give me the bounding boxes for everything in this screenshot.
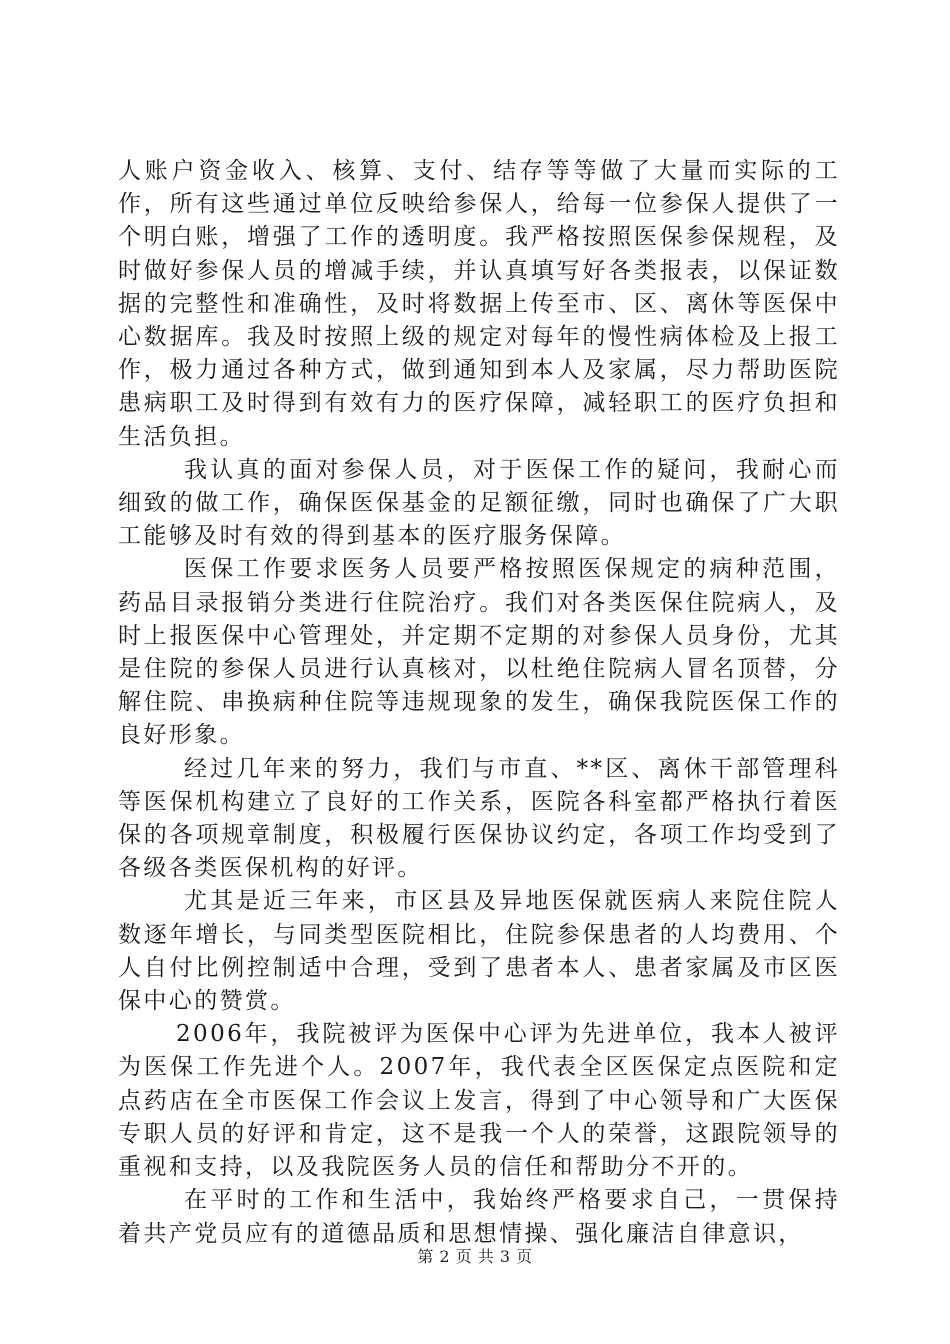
paragraph-continued: 人账户资金收入、核算、支付、结存等等做了大量而实际的工作，所有这些通过单位反映给参保人，给每一位参保人提供了一个明白账，增强了工作的透明度。我严格按照医保参保规程，及时做好参保人员的增减手续，并认真填写好各类报表，以保证数据的完整性和准确性，及时将数据上传至市、区、离休等医保中心数据库。我及时按照上级的规定对每年的慢性病体检及上报工作，极力通过各种方式，做到通知到本人及家属，尽力帮助医院患病职工及时得到有效有力的医疗保障，减轻职工的医疗负担和生活负担。 — [118, 158, 840, 450]
page-number-footer: 第 2 页 共 3 页 — [417, 1247, 533, 1266]
paragraph: 在平时的工作和生活中，我始终严格要求自己，一贯保持着共产党员应有的道德品质和思想情操、强化廉洁自律意识， — [118, 1187, 840, 1247]
paragraph: 我认真的面对参保人员，对于医保工作的疑问，我耐心而细致的做工作，确保医保基金的足额征缴，同时也确保了广大职工能够及时有效的得到基本的医疗服务保障。 — [118, 456, 840, 550]
paragraph: 2006年，我院被评为医保中心评为先进单位，我本人被评为医保工作先进个人。2007年，我代表全区医保定点医院和定点药店在全市医保工作会议上发言，得到了中心领导和广大医保专职人员的好评和肯定，这不是我一个人的荣誉，这跟院领导的重视和支持，以及我院医务人员的信任和帮助分不开的。 — [118, 1021, 840, 1181]
paragraph: 尤其是近三年来，市区县及异地医保就医病人来院住院人数逐年增长，与同类型医院相比，住院参保患者的人均费用、个人自付比例控制适中合理，受到了患者本人、患者家属及市区医保中心的赞赏。 — [118, 888, 840, 1015]
paragraph: 经过几年来的努力，我们与市直、**区、离休干部管理科等医保机构建立了良好的工作关系，医院各科室都严格执行着医保的各项规章制度，积极履行医保协议约定，各项工作均受到了各级各类医保机构的好评。 — [118, 755, 840, 882]
paragraph: 医保工作要求医务人员要严格按照医保规定的病种范围，药品目录报销分类进行住院治疗。我们对各类医保住院病人，及时上报医保中心管理处，并定期不定期的对参保人员身份，尤其是住院的参保人员进行认真核对，以杜绝住院病人冒名顶替，分解住院、串换病种住院等违规现象的发生，确保我院医保工作的良好形象。 — [118, 556, 840, 749]
document-body — [118, 155, 840, 1251]
